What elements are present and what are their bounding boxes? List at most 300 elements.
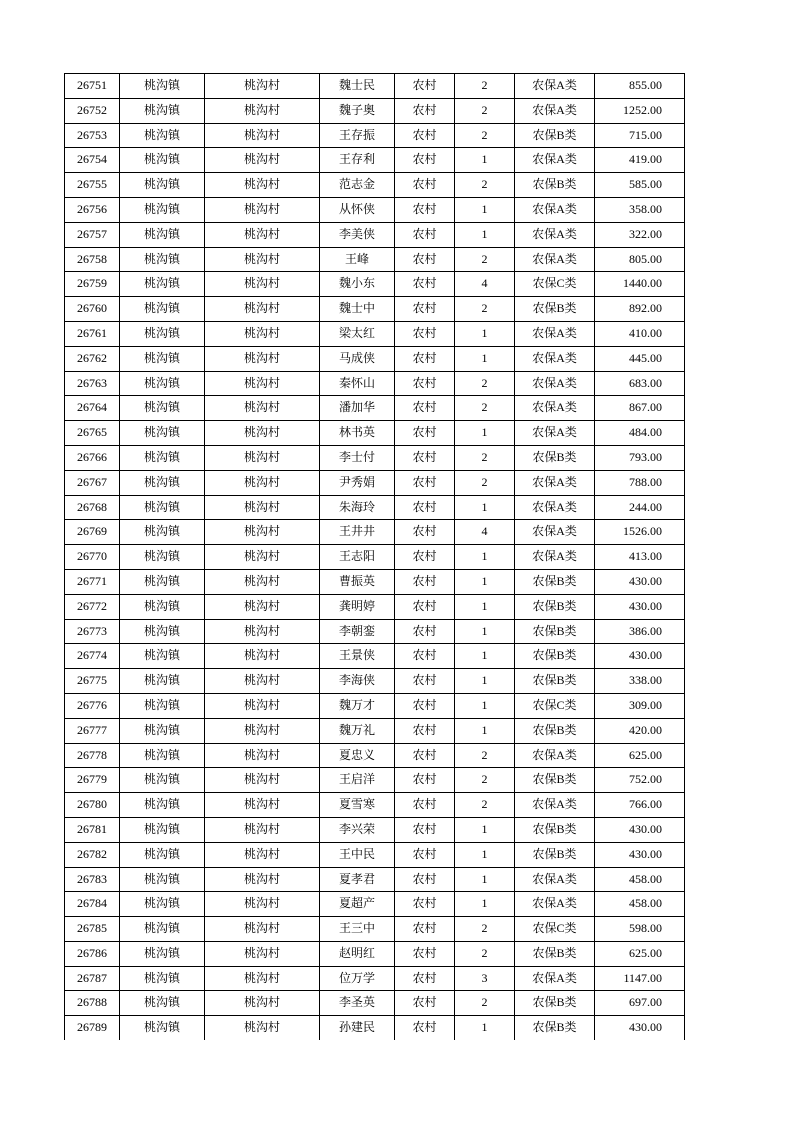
- table-row: [65, 346, 685, 371]
- cell-id: 26771: [65, 569, 120, 594]
- cell-town: 桃沟镇: [120, 842, 205, 867]
- table-row: [65, 917, 685, 942]
- cell-town: 桃沟镇: [120, 346, 205, 371]
- cell-insurance_class: 农保A类: [515, 867, 595, 892]
- cell-town: 桃沟镇: [120, 222, 205, 247]
- cell-id: 26763: [65, 371, 120, 396]
- cell-name: 位万学: [320, 966, 395, 991]
- cell-residence: 农村: [395, 371, 455, 396]
- cell-town: 桃沟镇: [120, 520, 205, 545]
- cell-name: 王存振: [320, 123, 395, 148]
- cell-residence: 农村: [395, 644, 455, 669]
- cell-amount: 244.00: [595, 495, 685, 520]
- cell-count: 2: [455, 941, 515, 966]
- cell-town: 桃沟镇: [120, 768, 205, 793]
- cell-town: 桃沟镇: [120, 371, 205, 396]
- cell-count: 2: [455, 297, 515, 322]
- cell-town: 桃沟镇: [120, 272, 205, 297]
- cell-name: 潘加华: [320, 396, 395, 421]
- cell-count: 2: [455, 74, 515, 99]
- cell-insurance_class: 农保A类: [515, 321, 595, 346]
- cell-town: 桃沟镇: [120, 941, 205, 966]
- cell-count: 2: [455, 470, 515, 495]
- cell-count: 2: [455, 371, 515, 396]
- cell-village: 桃沟村: [205, 148, 320, 173]
- cell-count: 1: [455, 545, 515, 570]
- cell-residence: 农村: [395, 173, 455, 198]
- cell-id: 26766: [65, 445, 120, 470]
- cell-count: 1: [455, 421, 515, 446]
- cell-insurance_class: 农保B类: [515, 297, 595, 322]
- cell-insurance_class: 农保A类: [515, 346, 595, 371]
- table-row: [65, 148, 685, 173]
- cell-village: 桃沟村: [205, 346, 320, 371]
- cell-name: 秦怀山: [320, 371, 395, 396]
- cell-insurance_class: 农保B类: [515, 718, 595, 743]
- cell-name: 王井井: [320, 520, 395, 545]
- cell-town: 桃沟镇: [120, 470, 205, 495]
- cell-insurance_class: 农保A类: [515, 421, 595, 446]
- cell-count: 1: [455, 594, 515, 619]
- cell-residence: 农村: [395, 545, 455, 570]
- table-row: [65, 371, 685, 396]
- cell-insurance_class: 农保A类: [515, 148, 595, 173]
- table-row: [65, 892, 685, 917]
- cell-amount: 1252.00: [595, 98, 685, 123]
- cell-village: 桃沟村: [205, 966, 320, 991]
- cell-residence: 农村: [395, 247, 455, 272]
- cell-town: 桃沟镇: [120, 817, 205, 842]
- cell-insurance_class: 农保B类: [515, 644, 595, 669]
- cell-insurance_class: 农保B类: [515, 768, 595, 793]
- cell-village: 桃沟村: [205, 892, 320, 917]
- cell-count: 4: [455, 272, 515, 297]
- cell-insurance_class: 农保B类: [515, 123, 595, 148]
- cell-residence: 农村: [395, 892, 455, 917]
- cell-residence: 农村: [395, 321, 455, 346]
- cell-town: 桃沟镇: [120, 917, 205, 942]
- cell-residence: 农村: [395, 197, 455, 222]
- cell-insurance_class: 农保A类: [515, 545, 595, 570]
- cell-id: 26782: [65, 842, 120, 867]
- cell-id: 26757: [65, 222, 120, 247]
- cell-amount: 413.00: [595, 545, 685, 570]
- cell-count: 2: [455, 768, 515, 793]
- cell-name: 朱海玲: [320, 495, 395, 520]
- table-row: [65, 768, 685, 793]
- cell-insurance_class: 农保A类: [515, 743, 595, 768]
- cell-residence: 农村: [395, 743, 455, 768]
- cell-village: 桃沟村: [205, 197, 320, 222]
- table-row: [65, 470, 685, 495]
- cell-village: 桃沟村: [205, 743, 320, 768]
- cell-id: 26789: [65, 1016, 120, 1040]
- cell-id: 26753: [65, 123, 120, 148]
- cell-village: 桃沟村: [205, 545, 320, 570]
- cell-amount: 683.00: [595, 371, 685, 396]
- cell-town: 桃沟镇: [120, 966, 205, 991]
- table-row: [65, 793, 685, 818]
- cell-id: 26776: [65, 693, 120, 718]
- cell-town: 桃沟镇: [120, 743, 205, 768]
- table-row: [65, 669, 685, 694]
- cell-village: 桃沟村: [205, 222, 320, 247]
- cell-insurance_class: 农保B类: [515, 619, 595, 644]
- cell-town: 桃沟镇: [120, 594, 205, 619]
- cell-amount: 585.00: [595, 173, 685, 198]
- cell-count: 1: [455, 495, 515, 520]
- table-body: [65, 74, 685, 1041]
- table-row: [65, 74, 685, 99]
- cell-village: 桃沟村: [205, 594, 320, 619]
- cell-name: 王启洋: [320, 768, 395, 793]
- cell-id: 26779: [65, 768, 120, 793]
- cell-village: 桃沟村: [205, 445, 320, 470]
- cell-name: 赵明红: [320, 941, 395, 966]
- cell-village: 桃沟村: [205, 321, 320, 346]
- cell-id: 26787: [65, 966, 120, 991]
- cell-count: 1: [455, 148, 515, 173]
- cell-name: 孙建民: [320, 1016, 395, 1040]
- cell-residence: 农村: [395, 98, 455, 123]
- cell-name: 马成侠: [320, 346, 395, 371]
- cell-count: 3: [455, 966, 515, 991]
- table-row: [65, 197, 685, 222]
- cell-residence: 农村: [395, 297, 455, 322]
- cell-name: 王志阳: [320, 545, 395, 570]
- table-row: [65, 966, 685, 991]
- cell-residence: 农村: [395, 867, 455, 892]
- cell-town: 桃沟镇: [120, 247, 205, 272]
- table-row: [65, 718, 685, 743]
- cell-town: 桃沟镇: [120, 396, 205, 421]
- cell-village: 桃沟村: [205, 793, 320, 818]
- table-row: [65, 421, 685, 446]
- cell-residence: 农村: [395, 991, 455, 1016]
- cell-village: 桃沟村: [205, 98, 320, 123]
- cell-count: 4: [455, 520, 515, 545]
- cell-count: 2: [455, 247, 515, 272]
- cell-village: 桃沟村: [205, 569, 320, 594]
- cell-amount: 386.00: [595, 619, 685, 644]
- table-row: [65, 817, 685, 842]
- cell-village: 桃沟村: [205, 817, 320, 842]
- table-row: [65, 173, 685, 198]
- cell-residence: 农村: [395, 966, 455, 991]
- cell-insurance_class: 农保A类: [515, 247, 595, 272]
- cell-village: 桃沟村: [205, 619, 320, 644]
- cell-amount: 766.00: [595, 793, 685, 818]
- cell-village: 桃沟村: [205, 718, 320, 743]
- cell-village: 桃沟村: [205, 520, 320, 545]
- cell-insurance_class: 农保A类: [515, 222, 595, 247]
- cell-amount: 430.00: [595, 817, 685, 842]
- cell-amount: 625.00: [595, 941, 685, 966]
- cell-count: 1: [455, 669, 515, 694]
- cell-name: 魏子奥: [320, 98, 395, 123]
- cell-village: 桃沟村: [205, 669, 320, 694]
- cell-amount: 867.00: [595, 396, 685, 421]
- cell-insurance_class: 农保B类: [515, 173, 595, 198]
- cell-count: 2: [455, 396, 515, 421]
- cell-amount: 1147.00: [595, 966, 685, 991]
- cell-insurance_class: 农保B类: [515, 991, 595, 1016]
- table-row: [65, 569, 685, 594]
- cell-name: 魏万才: [320, 693, 395, 718]
- cell-residence: 农村: [395, 1016, 455, 1040]
- table-row: [65, 272, 685, 297]
- table-row: [65, 867, 685, 892]
- cell-town: 桃沟镇: [120, 569, 205, 594]
- cell-town: 桃沟镇: [120, 718, 205, 743]
- cell-town: 桃沟镇: [120, 619, 205, 644]
- cell-residence: 农村: [395, 917, 455, 942]
- cell-id: 26761: [65, 321, 120, 346]
- cell-amount: 322.00: [595, 222, 685, 247]
- cell-count: 1: [455, 619, 515, 644]
- cell-id: 26764: [65, 396, 120, 421]
- table-row: [65, 991, 685, 1016]
- cell-id: 26777: [65, 718, 120, 743]
- cell-amount: 697.00: [595, 991, 685, 1016]
- cell-amount: 338.00: [595, 669, 685, 694]
- cell-residence: 农村: [395, 470, 455, 495]
- table-row: [65, 842, 685, 867]
- cell-insurance_class: 农保B类: [515, 669, 595, 694]
- cell-insurance_class: 农保C类: [515, 693, 595, 718]
- cell-name: 王存利: [320, 148, 395, 173]
- rural-insurance-table: [64, 73, 685, 1040]
- cell-amount: 430.00: [595, 644, 685, 669]
- cell-name: 李圣英: [320, 991, 395, 1016]
- cell-town: 桃沟镇: [120, 669, 205, 694]
- cell-id: 26770: [65, 545, 120, 570]
- cell-amount: 458.00: [595, 892, 685, 917]
- cell-village: 桃沟村: [205, 123, 320, 148]
- cell-name: 尹秀娟: [320, 470, 395, 495]
- cell-name: 王景侠: [320, 644, 395, 669]
- cell-town: 桃沟镇: [120, 644, 205, 669]
- cell-village: 桃沟村: [205, 867, 320, 892]
- cell-id: 26765: [65, 421, 120, 446]
- cell-insurance_class: 农保A类: [515, 520, 595, 545]
- cell-id: 26769: [65, 520, 120, 545]
- table-row: [65, 247, 685, 272]
- cell-town: 桃沟镇: [120, 148, 205, 173]
- cell-count: 1: [455, 346, 515, 371]
- cell-name: 曹振英: [320, 569, 395, 594]
- cell-insurance_class: 农保C类: [515, 272, 595, 297]
- cell-id: 26767: [65, 470, 120, 495]
- cell-id: 26785: [65, 917, 120, 942]
- cell-amount: 598.00: [595, 917, 685, 942]
- table-row: [65, 941, 685, 966]
- table-row: [65, 545, 685, 570]
- cell-village: 桃沟村: [205, 247, 320, 272]
- cell-residence: 农村: [395, 693, 455, 718]
- table-row: [65, 594, 685, 619]
- cell-name: 李士付: [320, 445, 395, 470]
- cell-name: 魏万礼: [320, 718, 395, 743]
- cell-name: 范志金: [320, 173, 395, 198]
- cell-village: 桃沟村: [205, 693, 320, 718]
- cell-insurance_class: 农保B类: [515, 817, 595, 842]
- cell-insurance_class: 农保A类: [515, 197, 595, 222]
- cell-residence: 农村: [395, 346, 455, 371]
- cell-count: 1: [455, 1016, 515, 1040]
- cell-village: 桃沟村: [205, 495, 320, 520]
- cell-amount: 410.00: [595, 321, 685, 346]
- table-row: [65, 1016, 685, 1040]
- cell-insurance_class: 农保B类: [515, 445, 595, 470]
- cell-count: 2: [455, 98, 515, 123]
- cell-insurance_class: 农保B类: [515, 842, 595, 867]
- cell-town: 桃沟镇: [120, 123, 205, 148]
- cell-village: 桃沟村: [205, 421, 320, 446]
- cell-id: 26756: [65, 197, 120, 222]
- cell-id: 26755: [65, 173, 120, 198]
- cell-residence: 农村: [395, 445, 455, 470]
- cell-count: 2: [455, 793, 515, 818]
- cell-count: 1: [455, 867, 515, 892]
- cell-id: 26760: [65, 297, 120, 322]
- cell-name: 王三中: [320, 917, 395, 942]
- cell-amount: 430.00: [595, 842, 685, 867]
- cell-id: 26778: [65, 743, 120, 768]
- cell-count: 2: [455, 917, 515, 942]
- table-row: [65, 222, 685, 247]
- cell-name: 夏孝君: [320, 867, 395, 892]
- cell-residence: 农村: [395, 520, 455, 545]
- cell-town: 桃沟镇: [120, 693, 205, 718]
- cell-residence: 农村: [395, 669, 455, 694]
- cell-count: 2: [455, 991, 515, 1016]
- cell-name: 王中民: [320, 842, 395, 867]
- cell-name: 龚明婷: [320, 594, 395, 619]
- cell-insurance_class: 农保A类: [515, 892, 595, 917]
- cell-town: 桃沟镇: [120, 495, 205, 520]
- cell-insurance_class: 农保A类: [515, 396, 595, 421]
- table-row: [65, 297, 685, 322]
- cell-town: 桃沟镇: [120, 545, 205, 570]
- cell-amount: 484.00: [595, 421, 685, 446]
- cell-id: 26754: [65, 148, 120, 173]
- table-row: [65, 619, 685, 644]
- cell-town: 桃沟镇: [120, 321, 205, 346]
- cell-town: 桃沟镇: [120, 297, 205, 322]
- cell-id: 26759: [65, 272, 120, 297]
- cell-name: 夏超产: [320, 892, 395, 917]
- cell-residence: 农村: [395, 619, 455, 644]
- cell-village: 桃沟村: [205, 644, 320, 669]
- cell-residence: 农村: [395, 123, 455, 148]
- cell-count: 1: [455, 817, 515, 842]
- cell-village: 桃沟村: [205, 768, 320, 793]
- cell-amount: 445.00: [595, 346, 685, 371]
- cell-count: 2: [455, 743, 515, 768]
- cell-id: 26784: [65, 892, 120, 917]
- cell-residence: 农村: [395, 421, 455, 446]
- cell-residence: 农村: [395, 272, 455, 297]
- table-row: [65, 693, 685, 718]
- cell-town: 桃沟镇: [120, 74, 205, 99]
- cell-amount: 430.00: [595, 569, 685, 594]
- cell-count: 2: [455, 173, 515, 198]
- cell-town: 桃沟镇: [120, 197, 205, 222]
- cell-village: 桃沟村: [205, 1016, 320, 1040]
- cell-name: 林书英: [320, 421, 395, 446]
- cell-id: 26780: [65, 793, 120, 818]
- cell-village: 桃沟村: [205, 371, 320, 396]
- cell-village: 桃沟村: [205, 297, 320, 322]
- cell-count: 1: [455, 321, 515, 346]
- cell-amount: 419.00: [595, 148, 685, 173]
- cell-residence: 农村: [395, 222, 455, 247]
- cell-id: 26781: [65, 817, 120, 842]
- cell-count: 1: [455, 718, 515, 743]
- cell-insurance_class: 农保A类: [515, 966, 595, 991]
- cell-village: 桃沟村: [205, 396, 320, 421]
- cell-name: 李兴荣: [320, 817, 395, 842]
- cell-amount: 1526.00: [595, 520, 685, 545]
- cell-count: 2: [455, 123, 515, 148]
- cell-town: 桃沟镇: [120, 1016, 205, 1040]
- cell-amount: 892.00: [595, 297, 685, 322]
- cell-residence: 农村: [395, 718, 455, 743]
- cell-count: 1: [455, 569, 515, 594]
- cell-village: 桃沟村: [205, 74, 320, 99]
- cell-residence: 农村: [395, 569, 455, 594]
- cell-insurance_class: 农保A类: [515, 98, 595, 123]
- cell-town: 桃沟镇: [120, 445, 205, 470]
- table-row: [65, 520, 685, 545]
- cell-name: 李美侠: [320, 222, 395, 247]
- cell-town: 桃沟镇: [120, 98, 205, 123]
- cell-insurance_class: 农保A类: [515, 470, 595, 495]
- cell-id: 26752: [65, 98, 120, 123]
- cell-residence: 农村: [395, 396, 455, 421]
- cell-village: 桃沟村: [205, 173, 320, 198]
- table-row: [65, 123, 685, 148]
- cell-name: 魏士中: [320, 297, 395, 322]
- cell-amount: 715.00: [595, 123, 685, 148]
- cell-count: 1: [455, 644, 515, 669]
- cell-name: 魏士民: [320, 74, 395, 99]
- cell-town: 桃沟镇: [120, 421, 205, 446]
- cell-residence: 农村: [395, 941, 455, 966]
- cell-count: 1: [455, 693, 515, 718]
- table-row: [65, 644, 685, 669]
- cell-count: 1: [455, 842, 515, 867]
- cell-town: 桃沟镇: [120, 793, 205, 818]
- table-row: [65, 321, 685, 346]
- cell-residence: 农村: [395, 74, 455, 99]
- cell-id: 26774: [65, 644, 120, 669]
- table-row: [65, 445, 685, 470]
- table-row: [65, 743, 685, 768]
- cell-village: 桃沟村: [205, 842, 320, 867]
- cell-name: 梁太红: [320, 321, 395, 346]
- cell-insurance_class: 农保A类: [515, 495, 595, 520]
- table-row: [65, 396, 685, 421]
- cell-insurance_class: 农保A类: [515, 74, 595, 99]
- cell-count: 1: [455, 197, 515, 222]
- cell-id: 26775: [65, 669, 120, 694]
- cell-name: 从怀侠: [320, 197, 395, 222]
- cell-amount: 855.00: [595, 74, 685, 99]
- cell-amount: 788.00: [595, 470, 685, 495]
- cell-amount: 309.00: [595, 693, 685, 718]
